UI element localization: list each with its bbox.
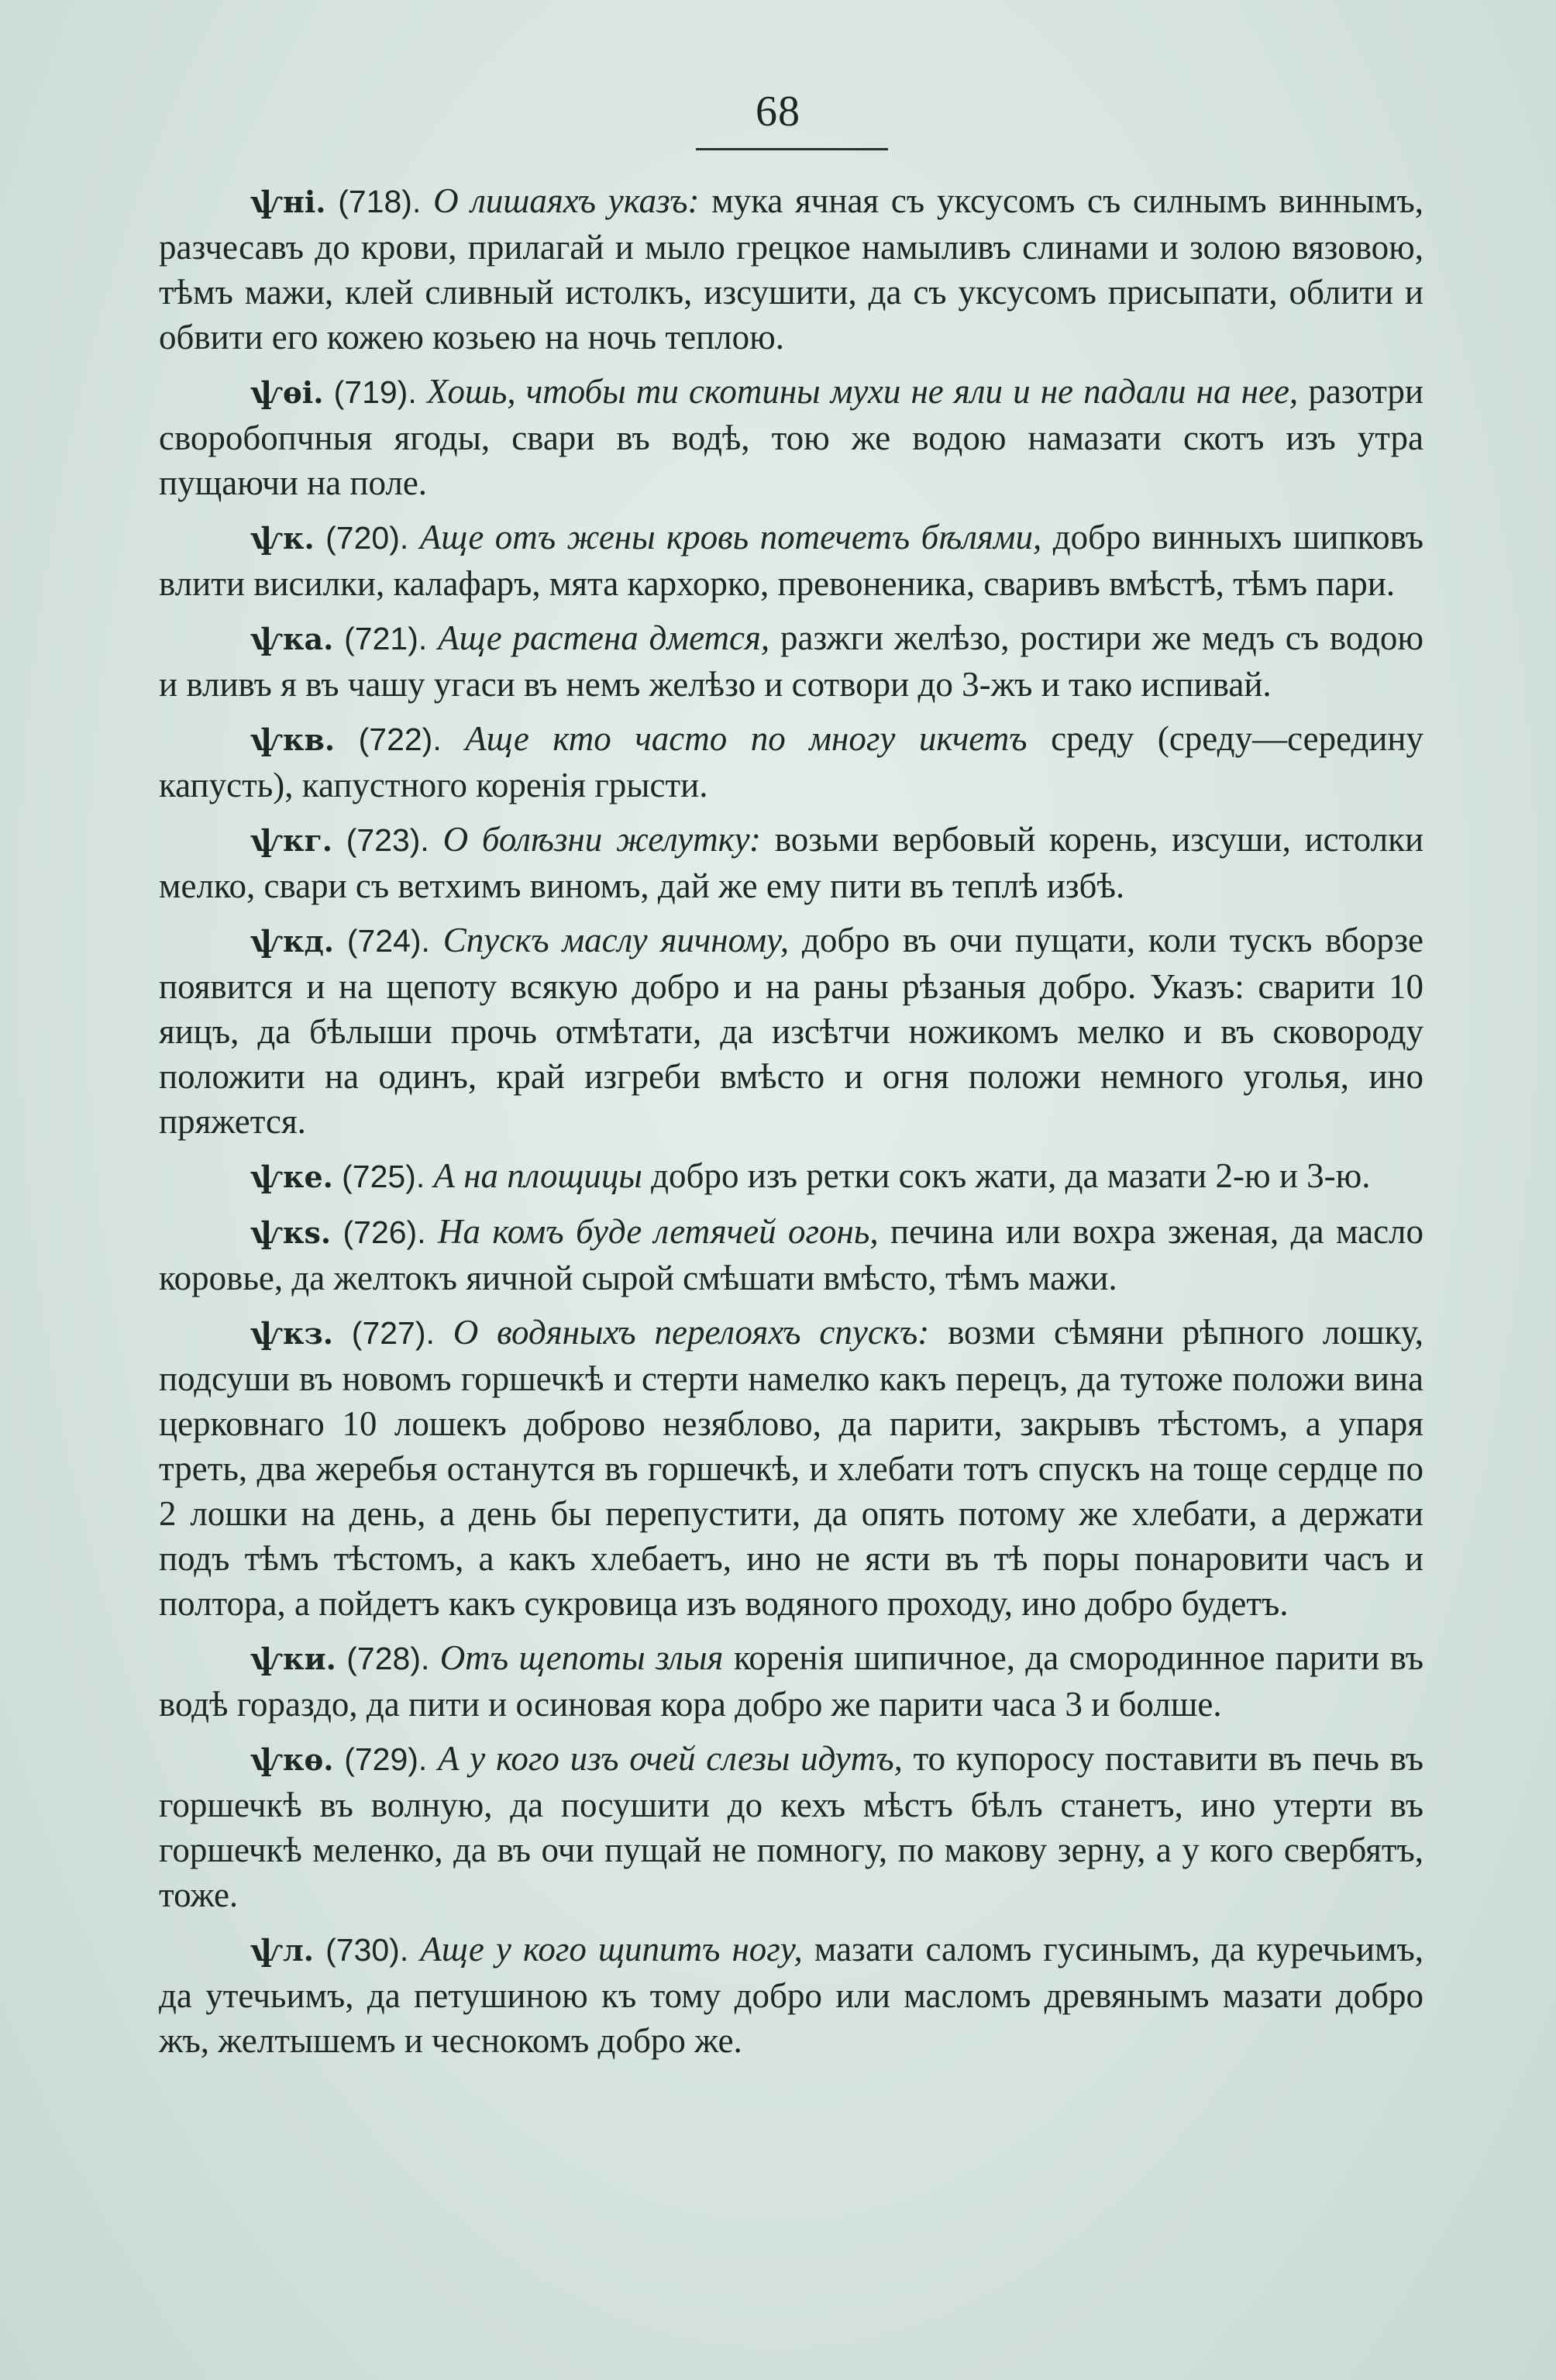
entry-number: (719).: [333, 374, 417, 410]
entry-code: ѱкг.: [250, 823, 332, 858]
entry-text: коренія шипичное, да смородинное парити въ водѣ гораздо, да пити и осиновая кора добро же парити часа 3 и болше.: [159, 1638, 1424, 1724]
entry-title: На комъ буде летячей огонь,: [438, 1212, 879, 1251]
entry-code: ѱкѳ.: [250, 1742, 334, 1777]
entry-code: ѱні.: [250, 184, 326, 219]
entry-title: Отъ щепоты злыя: [439, 1638, 724, 1677]
entry-number: (728).: [346, 1641, 430, 1676]
recipe-entry-730: [159, 1927, 1423, 2063]
entry-title: Аще отъ жены кровь потечетъ бѣлями,: [419, 518, 1042, 556]
entry-text: среду (среду—середину капусть), капустного коренія грысти.: [159, 719, 1424, 804]
entry-text: добро въ очи пущати, коли тускъ вборзе появится и на щепоту всякую добро и на раны рѣзаныя добро. Указъ: сварити 10 яицъ, да бѣлыши прочь отмѣтати, да изсѣтчи ножикомъ мелко и въ сковороду положити на одинъ, край изгреби вмѣсто и огня положи немного уголья, ино пряжется.: [159, 921, 1424, 1141]
entry-title: О лишаяхъ указъ:: [433, 181, 700, 220]
entry-code: ѱки.: [250, 1641, 336, 1676]
recipe-entry-725: [159, 1153, 1423, 1200]
recipe-entry-724: [159, 918, 1423, 1144]
recipe-entry-723: [159, 817, 1423, 908]
entry-text: печина или вохра зженая, да масло коровье, да желтокъ яичной сырой смѣшати вмѣсто, тѣмъ мажи.: [159, 1212, 1424, 1297]
recipe-entry-728: [159, 1635, 1423, 1727]
entry-text: то купоросу поставити въ печь въ горшечкѣ въ волную, да посушити до кехъ мѣстъ бѣлъ станетъ, ино утерти въ горшечкѣ меленко, да въ очи пущай не помногу, по макову зерну, а у кого свербятъ, тоже.: [159, 1739, 1424, 1914]
entry-number: (722).: [358, 722, 442, 757]
recipe-entry-722: [159, 716, 1423, 808]
entry-title: Аще растена дмется,: [438, 618, 770, 657]
entry-title: О болѣзни желутку:: [442, 820, 762, 859]
entry-text: возми сѣмяни рѣпного лошку, подсуши въ новомъ горшечкѣ и стерти намелко какъ перецъ, да тутоже положи вина церковнаго 10 лошекъ доброво незяблово, да парити, закрывъ тѣстомъ, а упаря треть, два жеребья останутся въ горшечкѣ, и хлебати тотъ спускъ на тоще сердце по 2 лошки на день, а день бы перепустити, да опять потому же хлебати, а держати подъ тѣмъ тѣстомъ, а какъ хлебаетъ, ино не ясти въ тѣ поры понаровити часъ и полтора, а пойдетъ какъ сукровица изъ водяного проходу, ино добро будетъ.: [159, 1313, 1424, 1623]
entry-code: ѱке.: [250, 1159, 333, 1194]
entry-text: добро изъ ретки сокъ жати, да мазати 2-ю и 3-ю.: [651, 1156, 1371, 1195]
recipe-entry-729: [159, 1736, 1423, 1917]
entry-title: О водяныхъ перелояхъ спускъ:: [453, 1313, 930, 1352]
entry-number: (730).: [325, 1932, 409, 1968]
page-number: 68: [756, 88, 800, 136]
entry-number: (724).: [346, 923, 430, 959]
entry-number: (726).: [343, 1214, 426, 1250]
recipe-entry-719: [159, 369, 1423, 505]
entry-number: (727).: [351, 1315, 435, 1351]
entry-number: (729).: [344, 1741, 428, 1777]
entry-title: Аще кто часто по многу икчетъ: [465, 719, 1028, 758]
entry-title: Хошь, чтобы ти скотины мухи не яли и не падали на нее,: [426, 372, 1299, 411]
entry-number: (718).: [338, 184, 422, 219]
recipe-entry-720: [159, 515, 1423, 606]
entry-number: (721).: [344, 621, 428, 656]
entry-code: ѱкз.: [250, 1316, 333, 1351]
entry-number: (725).: [342, 1159, 425, 1194]
entry-number: (723).: [346, 822, 429, 858]
entry-title: А на площицы: [433, 1156, 642, 1195]
recipe-entry-726: [159, 1209, 1423, 1300]
entry-code: ѱѳі.: [250, 375, 324, 410]
entry-code: ѱл.: [250, 1933, 315, 1968]
entry-text: разжги желѣзо, ростири же медъ съ водою и вливъ я въ чашу угаси въ немъ желѣзо и сотвори до 3-жъ и тако испивай.: [159, 618, 1423, 704]
entry-code: ѱка.: [250, 622, 334, 656]
entry-text: возьми вербовый корень, изсуши, истолки мелко, свари съ ветхимъ виномъ, дай же ему пити въ теплѣ избѣ.: [159, 820, 1424, 905]
page-number-rule: [696, 148, 888, 150]
recipe-list: [159, 178, 1423, 2072]
entry-text: мука ячная съ уксусомъ съ силнымъ виннымъ, разчесавъ до крови, прилагай и мыло грецкое намыливъ слинами и золою вязовою, тѣмъ мажи, клей сливный истолкъ, изсушити, да съ уксусомъ присыпати, облити и обвити его кожею козьею на ночь теплою.: [159, 181, 1424, 356]
recipe-entry-718: [159, 178, 1423, 360]
entry-code: ѱк.: [250, 521, 315, 556]
entry-text: мазати саломъ гусинымъ, да куречьимъ, да утечьимъ, да петушиною къ тому добро или масломъ древянымъ мазати добро жъ, желтышемъ и чеснокомъ добро же.: [159, 1930, 1423, 2060]
entry-text: добро винныхъ шипковъ влити висилки, калафаръ, мята кархорко, превоненика, сваривъ вмѣстѣ, тѣмъ пари.: [159, 518, 1424, 603]
entry-code: ѱкд.: [250, 924, 335, 959]
recipe-entry-721: [159, 615, 1423, 707]
recipe-entry-727: [159, 1310, 1423, 1626]
entry-title: Спускъ маслу яичному,: [442, 921, 790, 959]
entry-code: ѱкв.: [250, 722, 336, 757]
entry-number: (720).: [325, 520, 409, 556]
entry-text: разотри своробопчныя ягоды, свари въ водѣ, тою же водою намазати скотъ изъ утра пущаючи на поле.: [159, 372, 1424, 502]
entry-title: А у кого изъ очей слезы идутъ,: [438, 1739, 903, 1778]
entry-title: Аще у кого щипитъ ногу,: [420, 1930, 803, 1968]
entry-code: ѱкs.: [250, 1215, 332, 1250]
